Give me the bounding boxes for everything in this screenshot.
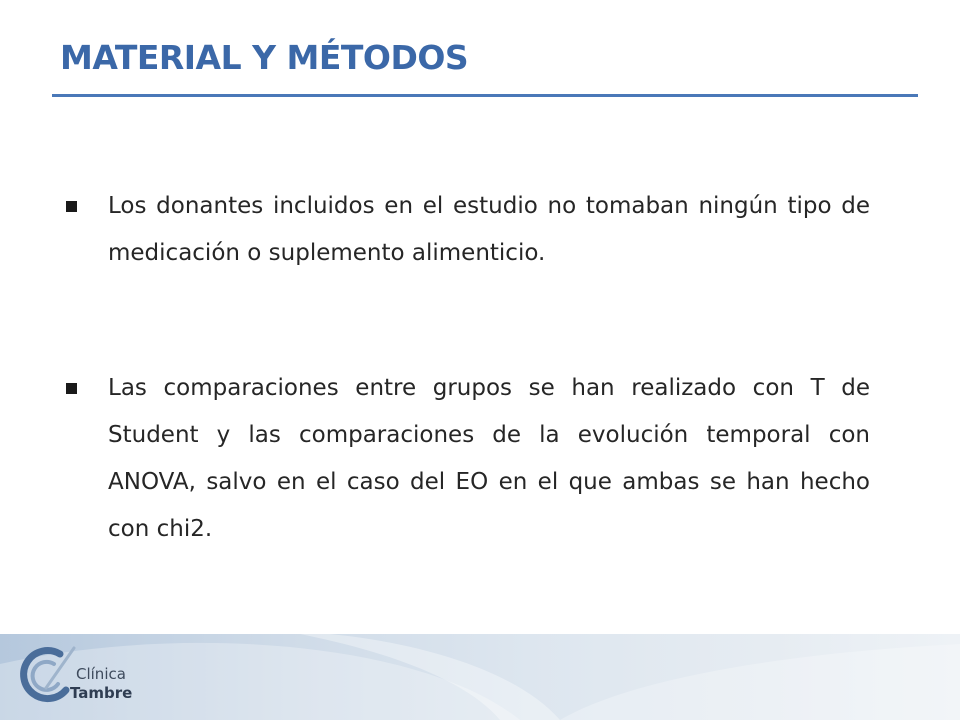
slide-title: MATERIAL Y MÉTODOS [60,38,469,77]
logo-text-tambre: Tambre [70,684,133,702]
clinica-tambre-logo [16,644,176,710]
square-bullet-icon [66,383,77,394]
bullet-text: Los donantes incluidos en el estudio no tomaban ningún tipo de medicación o suplemento alimenticio. [108,193,870,266]
bullet-item [62,183,870,277]
bullet-item [62,365,870,553]
logo-text-clinica: Clínica [76,665,126,683]
bullet-list [62,183,870,553]
clinica-tambre-logo-icon [16,644,78,708]
square-bullet-icon [66,201,77,212]
title-underline [52,94,918,97]
bullet-text: Las comparaciones entre grupos se han realizado con T de Student y las comparaciones de la evolución temporal con ANOVA, salvo en el caso del EO en el que ambas se han hecho con chi2. [108,375,870,542]
